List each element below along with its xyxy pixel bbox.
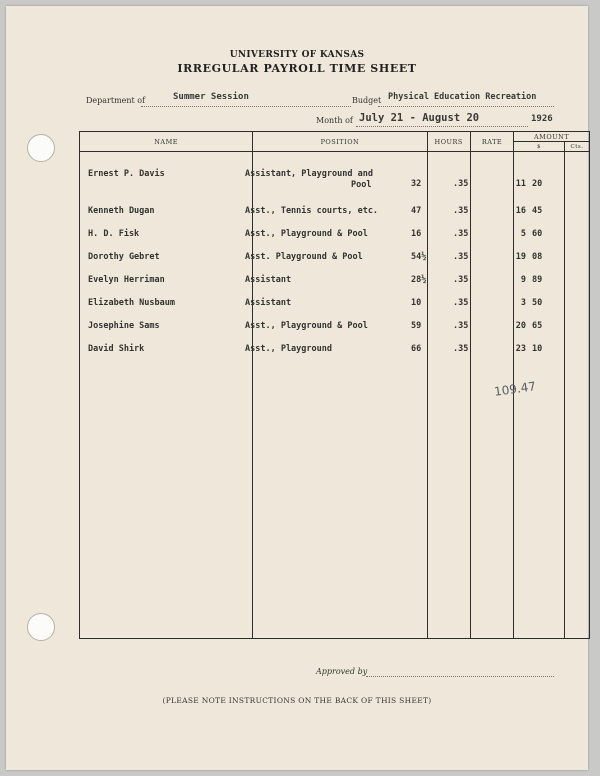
name-column-header: NAME (80, 132, 253, 152)
department-label: Department of (86, 96, 146, 105)
university-name: UNIVERSITY OF KANSAS (229, 50, 365, 60)
row-rate: .35 (453, 179, 469, 189)
row-rate: .35 (453, 344, 469, 354)
row-position: Assistant (245, 275, 292, 285)
row-dollars: 3 (520, 298, 526, 308)
time-sheet-page (6, 6, 588, 770)
row-hours: 28½ (411, 275, 427, 285)
row-rate: .35 (453, 298, 469, 308)
binder-hole-bottom (27, 613, 55, 641)
budget-label: Budget (352, 96, 382, 105)
row-position: Asst., Playground (245, 344, 332, 354)
budget-value: Physical Education Recreation (388, 92, 537, 102)
row-position-continued: Pool (351, 180, 372, 190)
row-hours: 16 (411, 229, 422, 239)
row-position: Asst., Playground & Pool (245, 229, 368, 239)
row-cents: 50 (532, 298, 543, 308)
row-name: Kenneth Dugan (88, 206, 155, 216)
row-position: Asst. Playground & Pool (245, 252, 363, 262)
row-hours: 10 (411, 298, 422, 308)
row-cents: 89 (532, 275, 543, 285)
row-dollars: 20 (515, 321, 526, 331)
row-cents: 60 (532, 229, 543, 239)
year-value: 1926 (531, 114, 553, 124)
row-position: Asst., Playground & Pool (245, 321, 368, 331)
month-label: Month of (316, 116, 353, 125)
row-dollars: 9 (520, 275, 526, 285)
row-hours: 66 (411, 344, 422, 354)
row-name: David Shirk (88, 344, 145, 354)
instructions-note: (PLEASE NOTE INSTRUCTIONS ON THE BACK OF THIS SHEET) (162, 696, 432, 705)
row-name: Dorothy Gebret (88, 252, 160, 262)
row-rate: .35 (453, 252, 469, 262)
rate-column-header: RATE (470, 132, 513, 152)
handwritten-total: 109.47 (493, 379, 537, 399)
row-dollars: 23 (515, 344, 526, 354)
dollars-column-header: $ (514, 142, 565, 152)
month-value: July 21 - August 20 (359, 112, 480, 124)
row-position: Asst., Tennis courts, etc. (245, 206, 379, 216)
department-value: Summer Session (173, 92, 249, 102)
row-name: H. D. Fisk (88, 229, 140, 239)
binder-hole-top (27, 134, 55, 162)
month-underline (356, 126, 528, 127)
row-dollars: 11 (515, 179, 526, 189)
amount-column-header: AMOUNT (514, 132, 590, 142)
row-rate: .35 (453, 275, 469, 285)
row-hours: 32 (411, 179, 422, 189)
row-dollars: 16 (515, 206, 526, 216)
row-cents: 20 (532, 179, 543, 189)
row-position: Assistant (245, 298, 292, 308)
row-cents: 45 (532, 206, 543, 216)
row-name: Josephine Sams (88, 321, 160, 331)
row-name: Evelyn Herriman (88, 275, 165, 285)
sheet-title: IRREGULAR PAYROLL TIME SHEET (177, 62, 417, 75)
row-rate: .35 (453, 229, 469, 239)
row-cents: 10 (532, 344, 543, 354)
row-cents: 65 (532, 321, 543, 331)
row-rate: .35 (453, 321, 469, 331)
row-hours: 47 (411, 206, 422, 216)
row-position: Assistant, Playground and (245, 169, 373, 179)
row-name: Ernest P. Davis (88, 169, 165, 179)
row-name: Elizabeth Nusbaum (88, 298, 175, 308)
approved-by-underline (366, 676, 554, 677)
row-rate: .35 (453, 206, 469, 216)
row-hours: 54½ (411, 252, 427, 262)
hours-column-header: HOURS (427, 132, 470, 152)
budget-underline (378, 106, 554, 107)
row-dollars: 19 (515, 252, 526, 262)
approved-by-label: Approved by (316, 667, 368, 676)
row-dollars: 5 (520, 229, 526, 239)
position-column-header: POSITION (253, 132, 427, 152)
row-cents: 08 (532, 252, 543, 262)
department-underline (141, 106, 351, 107)
cents-column-header: Cts. (565, 142, 590, 152)
row-hours: 59 (411, 321, 422, 331)
